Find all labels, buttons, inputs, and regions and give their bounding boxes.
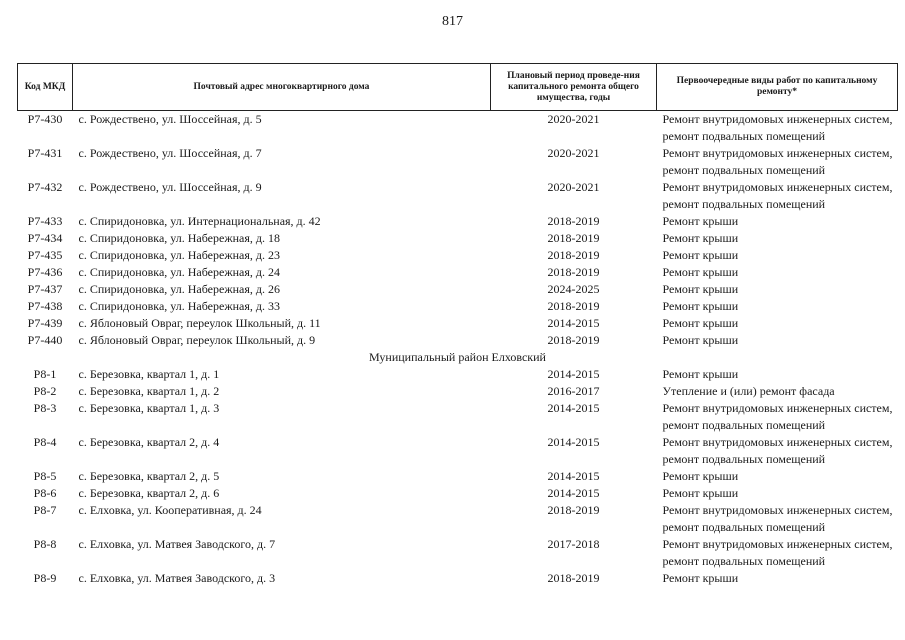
table-row xyxy=(18,383,898,400)
repair-period: 2018-2019 xyxy=(547,571,600,585)
repair-work-line: Ремонт внутридомовых инженерных систем, xyxy=(662,537,893,551)
repair-period: 2018-2019 xyxy=(547,248,600,262)
repair-work-line: ремонт подвальных помещений xyxy=(662,196,826,211)
header-address: Почтовый адрес многоквартирного дома xyxy=(73,64,491,111)
address: с. Рождествено, ул. Шоссейная, д. 5 xyxy=(78,112,262,126)
mkd-code: Р8-6 xyxy=(33,486,57,500)
mkd-code: Р8-2 xyxy=(33,384,57,398)
address: с. Березовка, квартал 1, д. 3 xyxy=(78,401,220,415)
repair-period: 2014-2015 xyxy=(547,469,600,483)
repair-work-line: Ремонт крыши xyxy=(662,486,739,500)
repair-work-line: Ремонт крыши xyxy=(662,299,739,313)
mkd-code: Р8-5 xyxy=(33,469,57,483)
repair-period: 2017-2018 xyxy=(547,537,600,551)
repair-works xyxy=(657,264,898,281)
address: с. Березовка, квартал 2, д. 4 xyxy=(78,435,220,449)
address: с. Яблоновый Овраг, переулок Школьный, д. 11 xyxy=(78,316,321,330)
mkd-code: Р7-435 xyxy=(27,248,63,262)
table-row xyxy=(18,434,898,468)
repair-period: 2020-2021 xyxy=(547,180,600,194)
repair-period: 2020-2021 xyxy=(547,146,600,160)
repair-works xyxy=(657,502,898,536)
address: с. Спиридоновка, ул. Набережная, д. 33 xyxy=(78,299,280,313)
address: с. Спиридоновка, ул. Набережная, д. 24 xyxy=(78,265,280,279)
header-works: Первоочередные виды работ по капитальному ремонту* xyxy=(657,64,898,111)
table-row xyxy=(18,570,898,587)
repair-works xyxy=(657,315,898,332)
repair-period: 2020-2021 xyxy=(547,112,600,126)
address: с. Спиридоновка, ул. Набережная, д. 26 xyxy=(78,282,280,296)
repair-work-line: Ремонт крыши xyxy=(662,333,739,347)
repair-period: 2016-2017 xyxy=(547,384,600,398)
mkd-code: Р7-432 xyxy=(27,180,63,194)
repair-period: 2014-2015 xyxy=(547,316,600,330)
repair-period: 2018-2019 xyxy=(547,503,600,517)
table-row xyxy=(18,502,898,536)
table-row xyxy=(18,230,898,247)
table-header xyxy=(18,64,898,111)
district-heading: Муниципальный район Елховский xyxy=(369,350,546,364)
address: с. Березовка, квартал 2, д. 5 xyxy=(78,469,220,483)
address: с. Березовка, квартал 1, д. 2 xyxy=(78,384,220,398)
repair-works xyxy=(657,570,898,587)
repair-period: 2018-2019 xyxy=(547,231,600,245)
repair-work-line: Ремонт крыши xyxy=(662,265,739,279)
repair-work-line: ремонт подвальных помещений xyxy=(662,417,826,432)
mkd-code: Р7-437 xyxy=(27,282,63,296)
repair-works xyxy=(657,485,898,502)
repair-works xyxy=(657,468,898,485)
table-row xyxy=(18,281,898,298)
header-code: Код МКД xyxy=(18,64,73,111)
repair-work-line: ремонт подвальных помещений xyxy=(662,162,826,177)
repair-works xyxy=(657,145,898,179)
table-row xyxy=(18,145,898,179)
address: с. Рождествено, ул. Шоссейная, д. 7 xyxy=(78,146,262,160)
repair-work-line: Утепление и (или) ремонт фасада xyxy=(662,384,835,398)
address: с. Рождествено, ул. Шоссейная, д. 9 xyxy=(78,180,262,194)
repair-work-line: Ремонт крыши xyxy=(662,282,739,296)
table-row xyxy=(18,298,898,315)
repair-period: 2018-2019 xyxy=(547,265,600,279)
table-row xyxy=(18,315,898,332)
repair-works xyxy=(657,400,898,434)
address: с. Яблоновый Овраг, переулок Школьный, д. 9 xyxy=(78,333,316,347)
repair-period: 2024-2025 xyxy=(547,282,600,296)
mkd-code: Р7-440 xyxy=(27,333,63,347)
repair-works xyxy=(657,230,898,247)
table-row xyxy=(18,264,898,281)
repair-period: 2014-2015 xyxy=(547,435,600,449)
repair-period: 2014-2015 xyxy=(547,401,600,415)
table-row xyxy=(18,400,898,434)
table-row xyxy=(18,536,898,570)
table-row xyxy=(18,332,898,349)
page-number: 817 xyxy=(442,14,463,29)
repair-works xyxy=(657,247,898,264)
repair-works xyxy=(657,332,898,349)
mkd-code: Р8-7 xyxy=(33,503,57,517)
address: с. Елховка, ул. Матвея Заводского, д. 3 xyxy=(78,571,276,585)
mkd-code: Р7-431 xyxy=(27,146,63,160)
repair-works xyxy=(657,298,898,315)
repair-works xyxy=(657,383,898,400)
address: с. Елховка, ул. Матвея Заводского, д. 7 xyxy=(78,537,276,551)
repair-work-line: Ремонт внутридомовых инженерных систем, xyxy=(662,180,893,194)
repair-period: 2018-2019 xyxy=(547,299,600,313)
repair-period: 2018-2019 xyxy=(547,214,600,228)
mkd-code: Р8-1 xyxy=(33,367,57,381)
mkd-code: Р7-433 xyxy=(27,214,63,228)
repair-work-line: ремонт подвальных помещений xyxy=(662,128,826,143)
mkd-code: Р7-436 xyxy=(27,265,63,279)
address: с. Березовка, квартал 2, д. 6 xyxy=(78,486,220,500)
repair-works xyxy=(657,179,898,213)
repair-period: 2014-2015 xyxy=(547,486,600,500)
table-row xyxy=(18,247,898,264)
header-period: Плановый период проведе-ния капитального ремонта общего имущества, годы xyxy=(491,64,657,111)
mkd-code: Р7-438 xyxy=(27,299,63,313)
repair-works xyxy=(657,111,898,146)
repair-work-line: ремонт подвальных помещений xyxy=(662,451,826,466)
mkd-code: Р7-439 xyxy=(27,316,63,330)
address: с. Спиридоновка, ул. Набережная, д. 18 xyxy=(78,231,280,245)
repair-works xyxy=(657,366,898,383)
mkd-code: Р8-9 xyxy=(33,571,57,585)
repair-works xyxy=(657,434,898,468)
address: с. Спиридоновка, ул. Интернациональная, д. 42 xyxy=(78,214,321,228)
mkd-code: Р7-434 xyxy=(27,231,63,245)
mkd-code: Р8-3 xyxy=(33,401,57,415)
repair-work-line: Ремонт крыши xyxy=(662,367,739,381)
table-row xyxy=(18,366,898,383)
repair-work-line: Ремонт внутридомовых инженерных систем, xyxy=(662,503,893,517)
table-body xyxy=(18,111,898,588)
table-row xyxy=(18,111,898,146)
repair-works xyxy=(657,281,898,298)
address: с. Березовка, квартал 1, д. 1 xyxy=(78,367,220,381)
mkd-code: Р7-430 xyxy=(27,112,63,126)
repair-work-line: Ремонт крыши xyxy=(662,316,739,330)
table-row xyxy=(18,213,898,230)
repair-work-line: Ремонт внутридомовых инженерных систем, xyxy=(662,435,893,449)
repair-work-line: ремонт подвальных помещений xyxy=(662,519,826,534)
repair-work-line: Ремонт крыши xyxy=(662,571,739,585)
repair-work-line: Ремонт крыши xyxy=(662,248,739,262)
repair-period: 2014-2015 xyxy=(547,367,600,381)
mkd-code: Р8-8 xyxy=(33,537,57,551)
repair-work-line: Ремонт крыши xyxy=(662,231,739,245)
repair-period: 2018-2019 xyxy=(547,333,600,347)
repair-work-line: Ремонт крыши xyxy=(662,214,739,228)
repair-works xyxy=(657,213,898,230)
repair-work-line: Ремонт внутридомовых инженерных систем, xyxy=(662,146,893,160)
repair-work-line: ремонт подвальных помещений xyxy=(662,553,826,568)
district-heading-row xyxy=(18,349,898,366)
address: с. Спиридоновка, ул. Набережная, д. 23 xyxy=(78,248,280,262)
repair-work-line: Ремонт внутридомовых инженерных систем, xyxy=(662,112,893,126)
repair-work-line: Ремонт внутридомовых инженерных систем, xyxy=(662,401,893,415)
table-row xyxy=(18,468,898,485)
table-row xyxy=(18,179,898,213)
mkd-code: Р8-4 xyxy=(33,435,57,449)
repair-works xyxy=(657,536,898,570)
address: с. Елховка, ул. Кооперативная, д. 24 xyxy=(78,503,262,517)
repair-work-line: Ремонт крыши xyxy=(662,469,739,483)
table-row xyxy=(18,485,898,502)
capital-repair-table xyxy=(17,63,898,587)
